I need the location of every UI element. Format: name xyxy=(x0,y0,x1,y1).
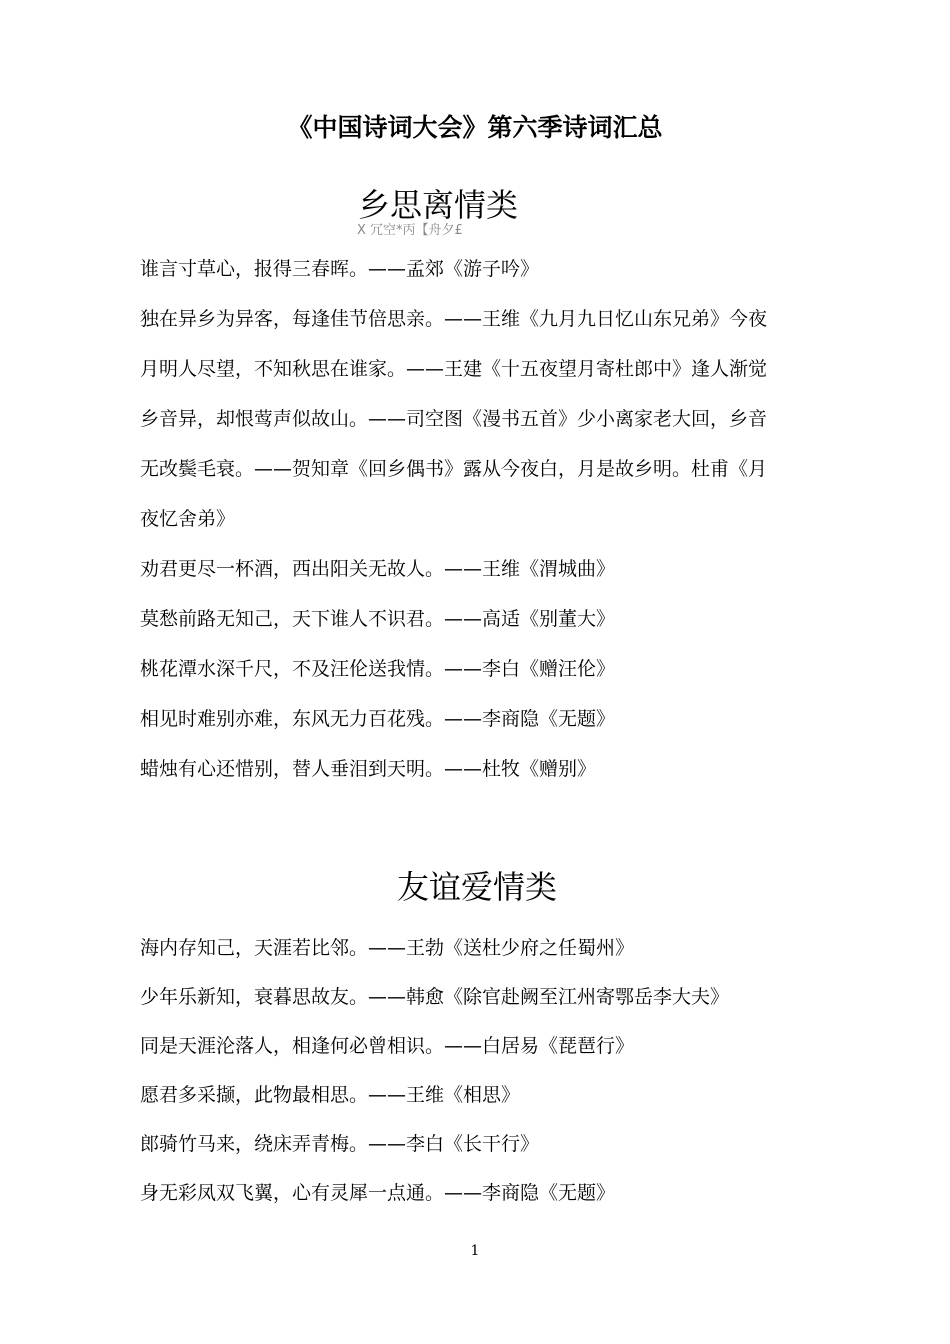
section-heading-homesick: 乡思离情类 xyxy=(358,186,519,224)
poem-line: 郎骑竹马来，绕床弄青梅。——李白《长干行》 xyxy=(140,1133,540,1155)
poem-line: 海内存知己，天涯若比邻。——王勃《送杜少府之任蜀州》 xyxy=(140,937,635,959)
poem-line: 夜忆舍弟》 xyxy=(140,508,236,530)
section-heading-friendship: 友谊爱情类 xyxy=(397,868,558,906)
poem-line: 同是天涯沦落人，相逢何必曾相识。——白居易《琵琶行》 xyxy=(140,1035,635,1057)
poem-line: 桃花潭水深千尺，不及汪伦送我情。——李白《赠汪伦》 xyxy=(140,658,616,680)
poem-line: 独在异乡为异客，每逢佳节倍思亲。——王维《九月九日忆山东兄弟》今夜 xyxy=(140,308,768,330)
poem-line: 乡音异，却恨莺声似故山。——司空图《漫书五首》少小离家老大回，乡音 xyxy=(140,408,768,430)
poem-line: 劝君更尽一杯酒，西出阳关无故人。——王维《渭城曲》 xyxy=(140,558,616,580)
poem-line: 无改鬓毛衰。——贺知章《回乡偶书》露从今夜白，月是故乡明。杜甫《月 xyxy=(140,458,768,480)
poem-line: 身无彩凤双飞翼，心有灵犀一点通。——李商隐《无题》 xyxy=(140,1182,616,1204)
poem-line: 莫愁前路无知己，天下谁人不识君。——高适《别董大》 xyxy=(140,608,616,630)
poem-line: 愿君多采撷，此物最相思。——王维《相思》 xyxy=(140,1084,521,1106)
scan-noise-text: X 冗空*丙【舟夕£ xyxy=(357,223,463,238)
poem-line: 谁言寸草心，报得三春晖。——孟郊《游子吟》 xyxy=(140,258,540,280)
poem-line: 少年乐新知，衰暮思故友。——韩愈《除官赴阙至江州寄鄂岳李大夫》 xyxy=(140,986,730,1008)
section-body-friendship xyxy=(140,924,820,1218)
poem-line: 月明人尽望，不知秋思在谁家。——王建《十五夜望月寄杜郎中》逢人渐觉 xyxy=(140,358,768,380)
section-body-homesick xyxy=(140,244,820,794)
page-title: 《中国诗词大会》第六季诗词汇总 xyxy=(287,113,663,142)
poem-line: 蜡烛有心还惜别，替人垂泪到天明。——杜牧《赠别》 xyxy=(140,758,597,780)
page-number: 1 xyxy=(470,1243,480,1259)
poem-line: 相见时难别亦难，东风无力百花残。——李商隐《无题》 xyxy=(140,708,616,730)
